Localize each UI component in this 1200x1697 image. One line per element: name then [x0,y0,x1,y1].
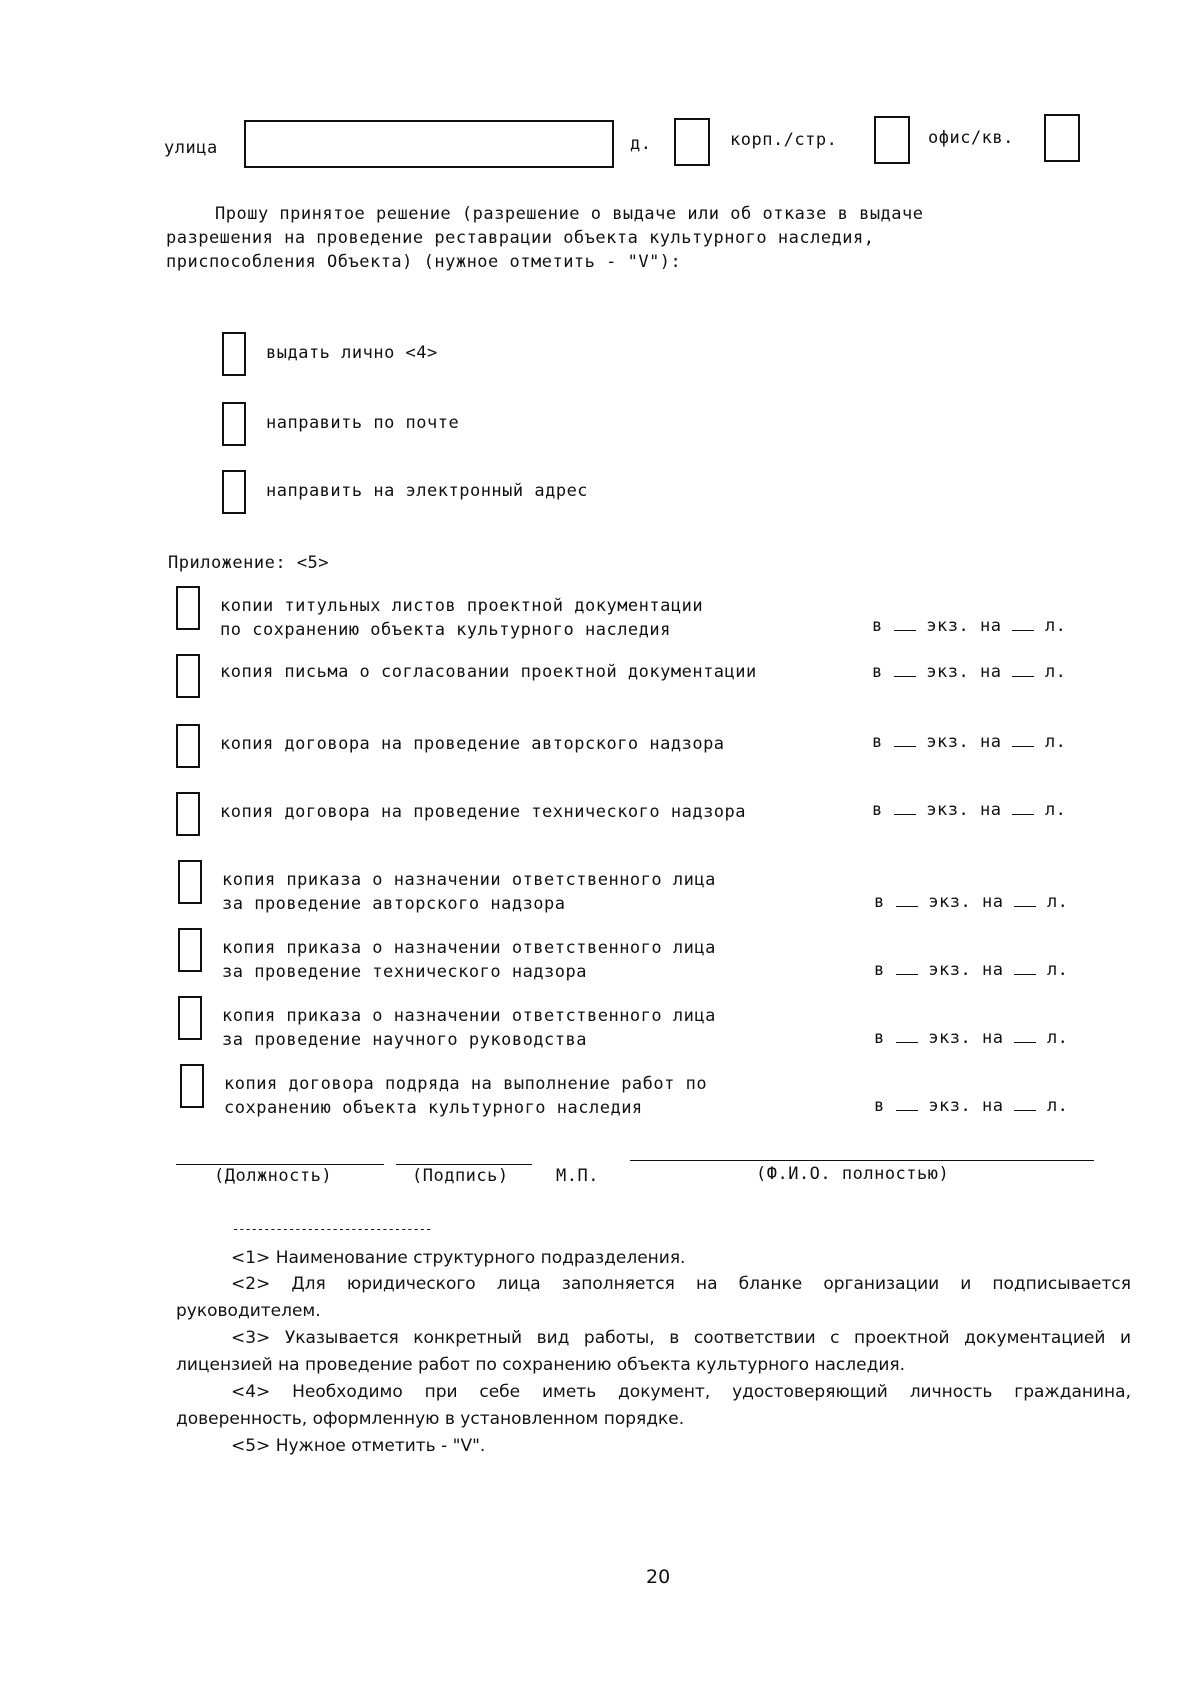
copies-blank[interactable] [896,1098,918,1111]
copies-unit: экз. [926,616,970,636]
attachment-checkbox[interactable] [176,724,200,768]
attachment-line: копии титульных листов проектной документации [220,596,704,616]
attachment-item [224,1072,707,1120]
copies-prefix: в [874,1096,885,1116]
delivery-label-mail: направить по почте [266,413,460,433]
attachment-line: копия приказа о назначении ответственного лица [222,1006,716,1026]
pages-unit: л. [1046,960,1069,980]
copies-prefix: в [872,732,883,752]
copies-prefix: в [872,800,883,820]
attachment-checkbox[interactable] [180,1064,204,1108]
copies-pages-field [874,892,1068,912]
delivery-checkbox-in-person[interactable] [222,332,246,376]
copies-pages-field [874,1096,1068,1116]
request-line-1: Прошу принятое решение (разрешение о выдаче или об отказе в выдаче [215,204,924,224]
delivery-checkbox-email[interactable] [222,470,246,514]
attachment-checkbox[interactable] [176,586,200,630]
attachment-checkbox[interactable] [178,928,202,972]
copies-pages-field [872,616,1066,636]
building-label: корп./стр. [730,130,838,150]
pages-blank[interactable] [1014,1098,1036,1111]
copies-prefix: в [872,616,883,636]
name-line[interactable] [630,1160,1094,1161]
pages-blank[interactable] [1012,664,1034,677]
pages-blank[interactable] [1014,962,1036,975]
pages-unit: л. [1044,662,1067,682]
pages-unit: л. [1044,732,1067,752]
pages-prefix: на [981,892,1004,912]
attachment-line: копия приказа о назначении ответственного лица [222,870,716,890]
copies-unit: экз. [928,1096,972,1116]
copies-blank[interactable] [894,618,916,631]
footnote-1: <1> Наименование структурного подразделения. [231,1248,686,1268]
house-label: д. [630,134,652,154]
copies-unit: экз. [926,662,970,682]
attachment-line: за проведение авторского надзора [222,894,566,914]
copies-blank[interactable] [896,894,918,907]
copies-pages-field [872,662,1066,682]
pages-blank[interactable] [1012,734,1034,747]
pages-unit: л. [1046,892,1069,912]
copies-prefix: в [874,892,885,912]
footnote-4-line-1: <4> Необходимо при себе иметь документ, удостоверяющий личность гражданина, [231,1382,1131,1402]
request-line-2: разрешения на проведение реставрации объекта культурного наследия, [166,228,875,248]
house-field[interactable] [674,118,710,166]
position-line[interactable] [176,1164,384,1165]
attachment-item [220,594,703,642]
pages-unit: л. [1044,800,1067,820]
attachment-item [222,1004,716,1052]
attachment-line: по сохранению объекта культурного наследия [220,620,671,640]
pages-blank[interactable] [1012,618,1034,631]
copies-blank[interactable] [894,664,916,677]
street-field[interactable] [244,120,614,168]
signature-caption: (Подпись) [412,1166,509,1186]
copies-prefix: в [874,960,885,980]
attachment-checkbox[interactable] [178,860,202,904]
pages-unit: л. [1046,1096,1069,1116]
pages-prefix: на [979,732,1002,752]
copies-unit: экз. [928,892,972,912]
attachment-checkbox[interactable] [176,792,200,836]
pages-prefix: на [979,616,1002,636]
footnote-2-line-2: руководителем. [176,1301,321,1321]
stamp-caption: М.П. [556,1166,599,1186]
pages-prefix: на [981,960,1004,980]
building-field[interactable] [874,116,910,164]
delivery-checkbox-mail[interactable] [222,402,246,446]
attachment-checkbox[interactable] [178,996,202,1040]
pages-unit: л. [1046,1028,1069,1048]
signature-line[interactable] [396,1164,532,1165]
footnote-separator: -------------------------------- [232,1222,432,1236]
copies-unit: экз. [928,960,972,980]
footnote-5: <5> Нужное отметить - "V". [231,1436,486,1456]
position-caption: (Должность) [214,1166,333,1186]
delivery-label-email: направить на электронный адрес [266,481,589,501]
request-line-3: приспособления Объекта) (нужное отметить - "V"): [166,252,682,272]
attachment-line: копия договора подряда на выполнение работ по [224,1074,708,1094]
attachment-line: копия приказа о назначении ответственного лица [222,938,716,958]
pages-prefix: на [981,1096,1004,1116]
attachment-line: копия договора на проведение авторского надзора [220,734,725,754]
attachment-checkbox[interactable] [176,654,200,698]
copies-unit: экз. [926,732,970,752]
copies-prefix: в [872,662,883,682]
attachment-line: за проведение технического надзора [222,962,587,982]
footnote-3-line-1: <3> Указывается конкретный вид работы, в соответствии с проектной документацией и [231,1328,1131,1348]
footnote-3-line-2: лицензией на проведение работ по сохранению объекта культурного наследия. [176,1355,906,1375]
copies-pages-field [874,960,1068,980]
street-label: улица [164,138,218,158]
copies-blank[interactable] [894,802,916,815]
pages-prefix: на [981,1028,1004,1048]
copies-blank[interactable] [894,734,916,747]
attachment-line: сохранению объекта культурного наследия [224,1098,643,1118]
full-name-caption: (Ф.И.О. полностью) [756,1164,950,1184]
attachment-line: копия письма о согласовании проектной документации [220,662,757,682]
copies-unit: экз. [926,800,970,820]
office-label: офис/кв. [928,128,1014,148]
copies-pages-field [874,1028,1068,1048]
copies-prefix: в [874,1028,885,1048]
copies-pages-field [872,800,1066,820]
delivery-label-in-person: выдать лично <4> [266,343,438,363]
pages-blank[interactable] [1014,894,1036,907]
copies-blank[interactable] [896,1030,918,1043]
attachment-item [222,936,716,984]
pages-prefix: на [979,800,1002,820]
pages-unit: л. [1044,616,1067,636]
attachments-title: Приложение: <5> [168,553,330,573]
attachment-item [222,868,716,916]
pages-blank[interactable] [1012,802,1034,815]
office-field[interactable] [1044,114,1080,162]
attachment-line: за проведение научного руководства [222,1030,587,1050]
copies-unit: экз. [928,1028,972,1048]
copies-pages-field [872,732,1066,752]
page-number: 20 [646,1566,671,1588]
pages-blank[interactable] [1014,1030,1036,1043]
attachment-line: копия договора на проведение технического надзора [220,802,747,822]
pages-prefix: на [979,662,1002,682]
copies-blank[interactable] [896,962,918,975]
footnote-2-line-1: <2> Для юридического лица заполняется на бланке организации и подписывается [231,1274,1131,1294]
footnote-4-line-2: доверенность, оформленную в установленном порядке. [176,1409,685,1429]
